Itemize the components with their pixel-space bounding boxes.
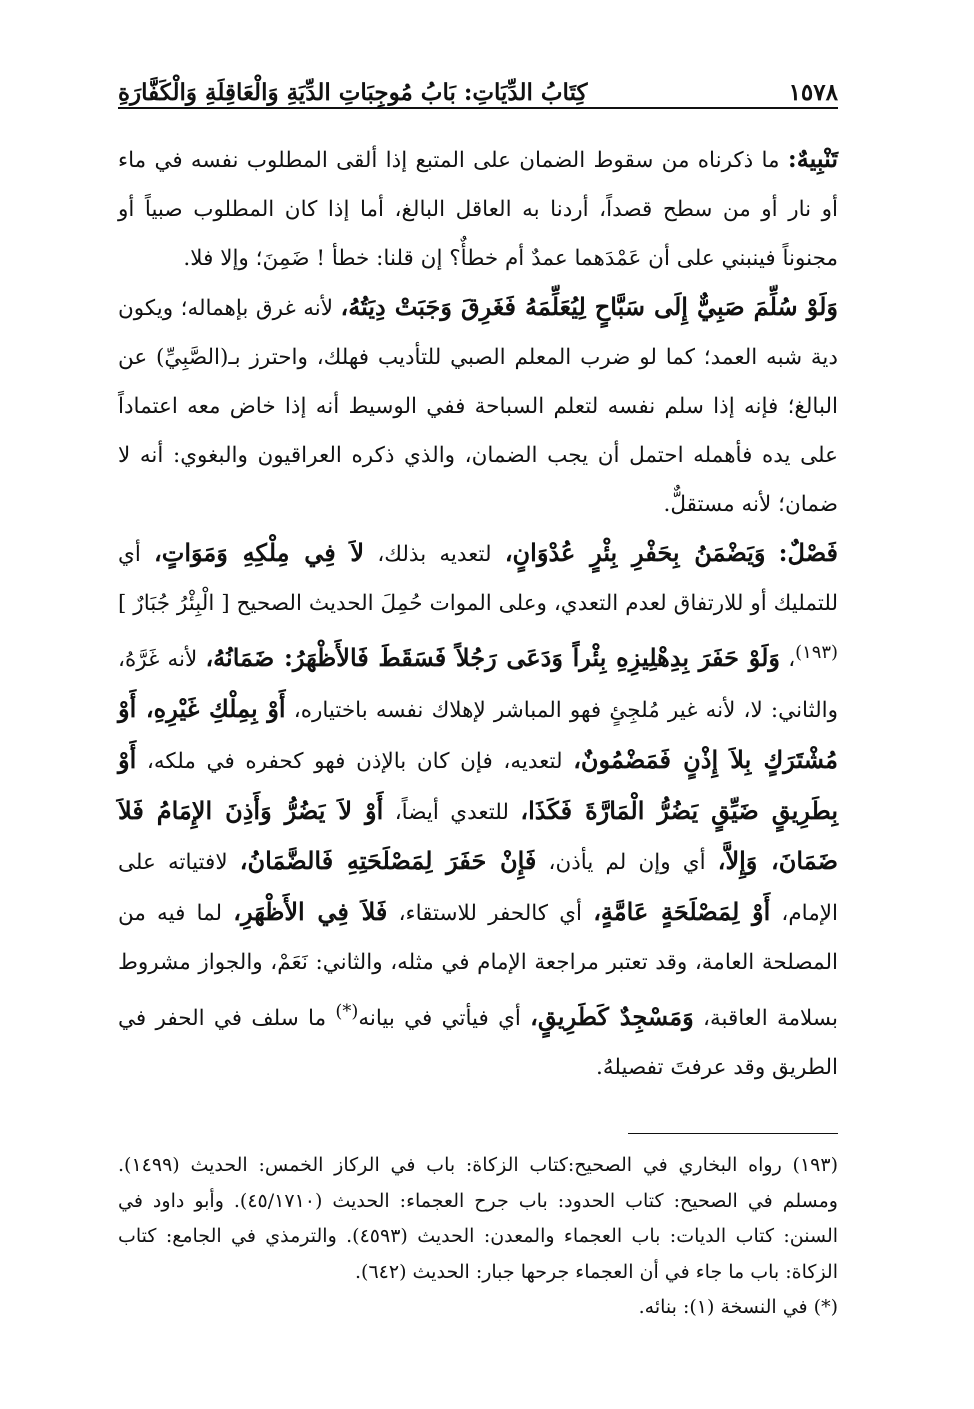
paragraph-fasl	[118, 529, 838, 1092]
matn-text: أَوْ لاَ يَضُرُّ وَأَذِنَ الإِمَامُ فَلاَ ضَمَانَ، وَإِلاَّ،	[118, 795, 838, 876]
sharh-text: أي وإن لم يأذن،	[548, 850, 706, 876]
sharh-text: لأنه غرق بإهماله؛ ويكون دية شبه العمد؛ كما لو ضرب المعلم الصبي للتأديب فهلك، واحترز بـ(الصَّبِيِّ) عن البالغ؛ فإنه إذا سلم نفسه لتعلم السباحة ففي الوسيط أنه إذا خاض معه اعتماداً على يده فأهمله احتمل أن يجب الضمان، والذي ذكره العراقيون والبغوي: أنه لا ضمان؛ لأنه مستقلٌّ.	[118, 296, 838, 517]
footnote-ref[interactable]: (١٩٣)	[795, 641, 838, 663]
matn-text: وَيَضْمَنُ بِحَفْرِ بِئْرٍ عُدْوَانٍ،	[504, 538, 766, 568]
footnotes	[118, 1148, 838, 1326]
sharh-text: لما فيه من المصلحة العامة، وقد تعتبر مراجعة الإمام في مثله، والثاني:	[118, 901, 838, 975]
main-text	[118, 135, 838, 1092]
page-number: ١٥٧٨	[788, 79, 838, 106]
sharh-text: نَعَمْ،	[270, 949, 308, 975]
matn-text: فَلاَ فِي الأَظْهَرِ،	[233, 897, 388, 927]
sharh-text: لأنه غَرَّهُ، والثاني: لا، لأنه غير مُلجِئٍ فهو المباشر لإهلاك نفسه باختياره،	[118, 647, 838, 723]
sharh-text: ،	[788, 647, 796, 673]
matn-text: أَوْ بِمِلْكِ غَيْرِهِ، أَوْ مُشْتَرَكٍ بِلاَ إِذْنٍ فَمَضْمُونٌ،	[118, 693, 839, 774]
running-title: كِتَابُ الدِّيَاتِ: بَابُ مُوجِبَاتِ الدِّيَةِ وَالْعَاقِلَةِ وَالْكَفَّارَةِ	[118, 79, 588, 106]
sharh-text: لتعديه، فإن كان بالإذن فهو كحفره في ملكه،	[146, 748, 563, 774]
footnote-star: (*) في النسخة (١): بنائه.	[638, 1296, 838, 1318]
matn-text: وَمَسْجِدٌ كَطَرِيقٍ،	[530, 1001, 694, 1031]
paragraph-swimmer	[118, 283, 838, 529]
footnote-193: (١٩٣) رواه البخاري في الصحيح:كتاب الزكاة: باب في الركاز الخمس: الحديث (١٤٩٩). ومسلم في الصحيح: كتاب الحدود: باب جرح العجماء: الحديث (٤٥/١٧١٠). وأبو داود في السنن: كتاب الديات: باب العجماء والمعدن: الحديث (٤٥٩٣). والترمذي في الجامع: كتاب الزكاة: باب ما جاء في أن العجماء جرحها جبار: الحديث (٦٤٢).	[118, 1154, 839, 1283]
paragraph-text: ما ذكرناه من سقوط الضمان على المتبع إذا ألقى المطلوب نفسه في ماء أو نار أو من سطح قصداً، أردنا به العاقل البالغ، أما إذا كان المطلوب صبياً أو مجنوناً فينبني على أن عَمْدَهما عمدٌ أم خطأٌ؟ إن قلنا: خطأ ! ضَمِنَ؛ وإلا فلا.	[118, 148, 839, 271]
sharh-text: لتعديه بذلك،	[377, 542, 492, 568]
paragraph-tanbih	[118, 135, 838, 283]
header-rule	[118, 107, 838, 109]
matn-text: أَوْ لِمَصْلَحَةٍ عَامَّةٍ،	[593, 897, 771, 927]
matn-text: لاَ فِي مِلْكِهِ وَمَوَاتٍ،	[154, 538, 365, 568]
matn-text: وَلَوْ حَفَرَ بِدِهْلِيزِهِ بِئْراً وَدَعَى رَجُلاً فَسَقَطَ فَالأَظْهَرُ: ضَمَانُهُ،	[205, 643, 781, 673]
page-header	[118, 62, 838, 106]
matn-text: أَوْ بِطَرِيقٍ ضَيِّقٍ يَضُرُّ الْمَارَّةَ فَكَذَا،	[118, 744, 838, 825]
heading-fasl: فَصْلٌ:	[778, 538, 838, 568]
sharh-text: لافتياته على الإمام،	[118, 850, 838, 927]
matn-text: فَإِنْ حَفَرَ لِمَصْلَحَتِهِ فَالضَّمَانُ،	[239, 846, 537, 876]
sharh-text: أي كالحفر للاستقاء،	[398, 901, 583, 927]
sharh-text: والجواز مشروط بسلامة العاقبة،	[118, 949, 838, 1031]
sharh-text: ما سلف في الحفر في الطريق وقد عرفتَ تفصيلهُ.	[118, 1005, 838, 1080]
heading-tanbih: تَنْبِيهٌ:	[787, 144, 838, 173]
footnote-rule	[628, 1133, 838, 1134]
sharh-text: أي للتمليك أو للارتفاق لعدم التعدي، وعلى الموات حُمِلَ الحديث الصحيح [ الْبِئْرُ جُبَارٌ ]	[118, 542, 838, 617]
matn-text: وَلَوْ سُلِّمَ صَبِيٌّ إِلَى سَبَّاحٍ لِيُعَلِّمَهُ فَغَرِقَ وَجَبَتْ دِيَتُهُ،	[340, 292, 838, 322]
sharh-text: للتعدي أيضاً،	[394, 799, 509, 825]
footnote-ref[interactable]: (*)	[335, 1000, 359, 1022]
sharh-text: أي فيأتي في بيانه	[358, 1005, 521, 1031]
